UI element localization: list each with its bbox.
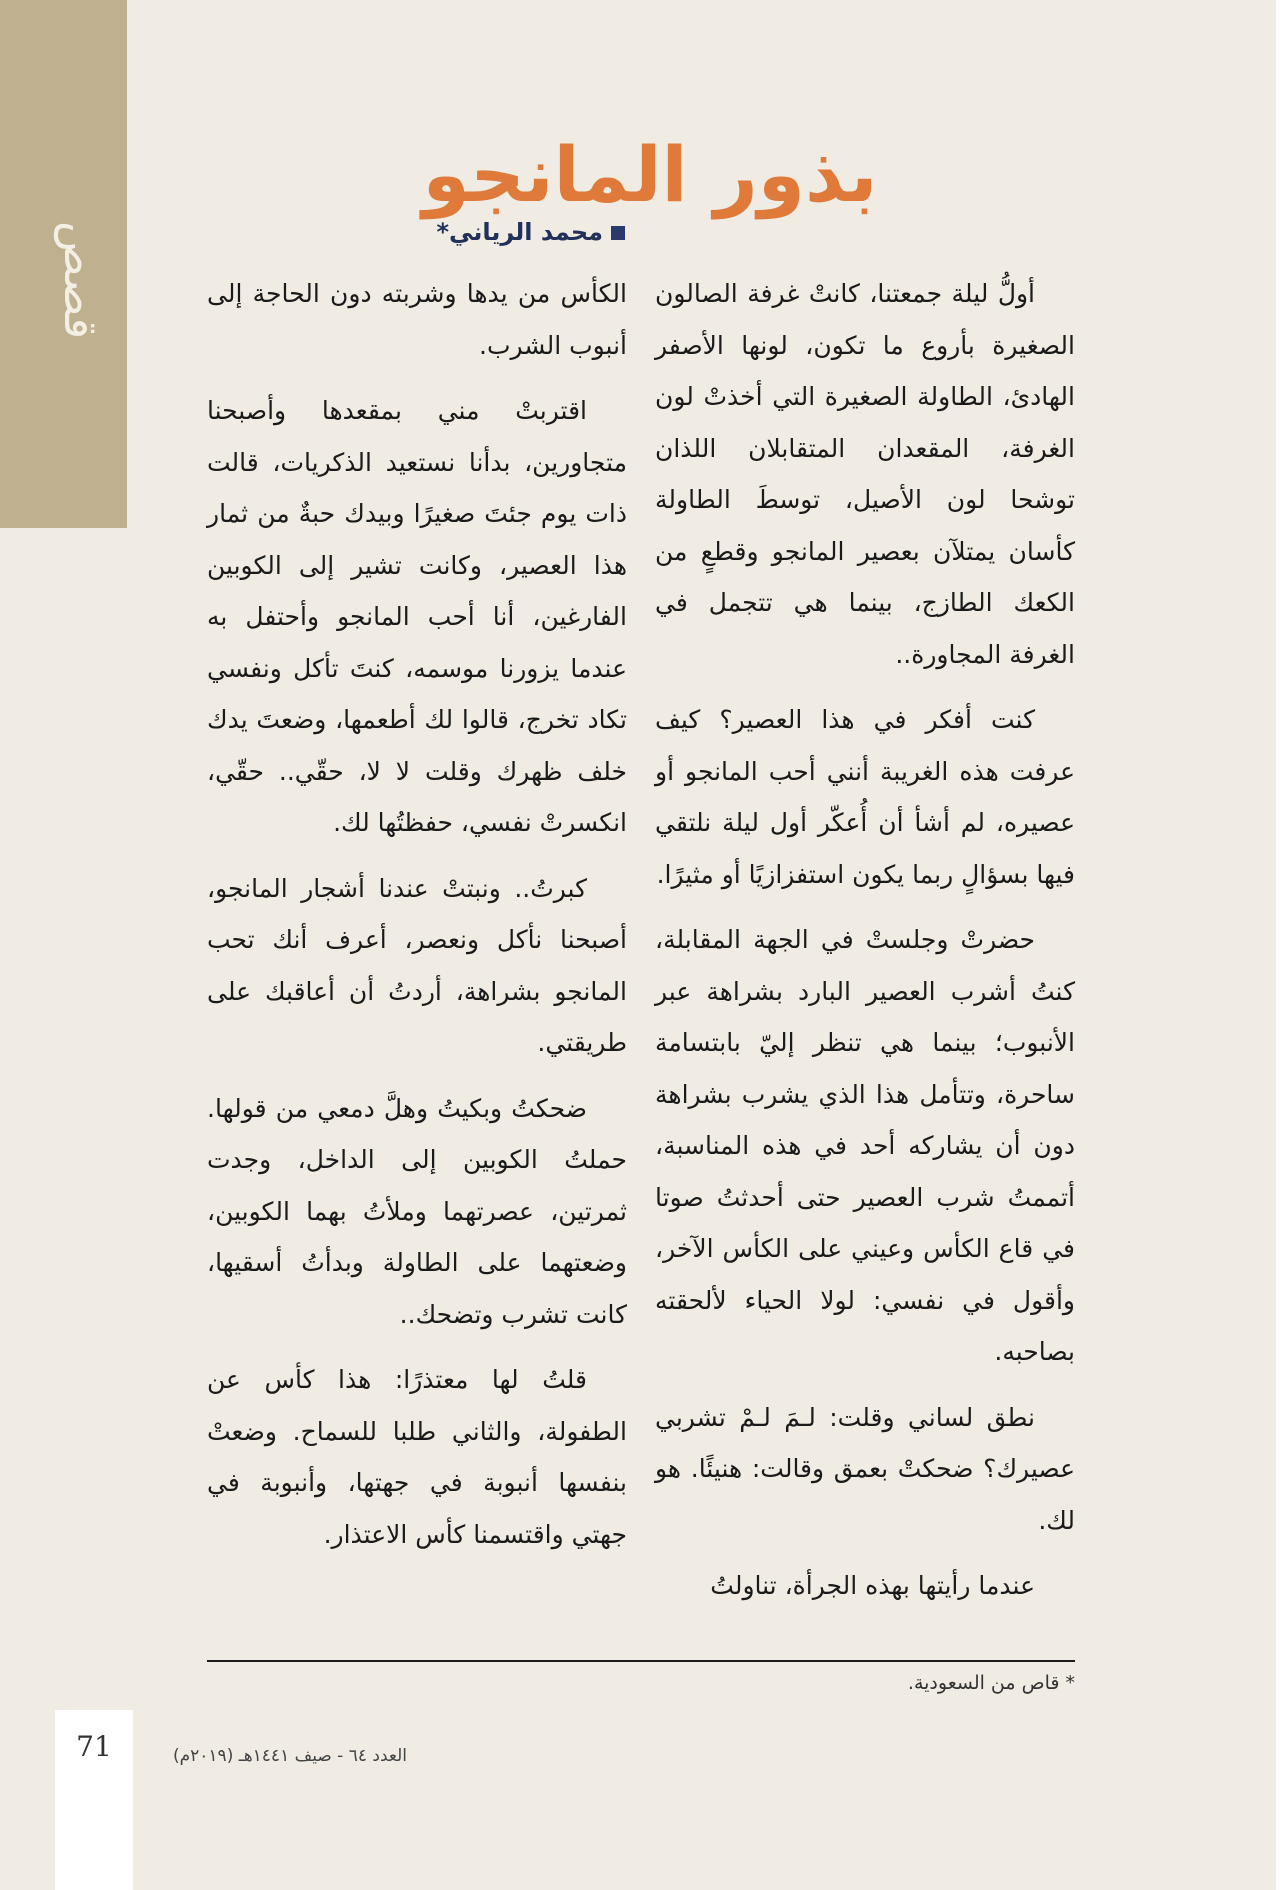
page-edge <box>1276 0 1284 1890</box>
page-number: 71 <box>76 1730 112 1763</box>
article-title: بذور المانجو <box>422 130 878 219</box>
paragraph: كبرتُ.. ونبتتْ عندنا أشجار المانجو، أصبحنا نأكل ونعصر، أعرف أنك تحب المانجو بشراهة، أردتُ أن أعاقبك على طريقتي. <box>207 873 627 1057</box>
section-tab <box>0 0 127 528</box>
paragraph: عندما رأيتها بهذه الجرأة، تناولتُ <box>710 1571 1035 1600</box>
paragraph: قلتُ لها معتذرًا: هذا كأس عن الطفولة، والثاني طلبا للسماح. وضعتْ بنفسها أنبوبة في جهتها، وأنبوبة في جهتي واقتسمنا كأس الاعتذار. <box>207 1365 627 1549</box>
paragraph: الكأس من يدها وشربته دون الحاجة إلى أنبوب الشرب. <box>207 279 627 360</box>
article-author <box>205 218 625 246</box>
text-column-left <box>207 268 627 1574</box>
issue-info: العدد ٦٤ - صيف ١٤٤١هـ (٢٠١٩م) <box>172 1746 407 1766</box>
author-name: محمد الرياني* <box>436 218 603 246</box>
paragraph: حضرتْ وجلستْ في الجهة المقابلة، كنتُ أشرب العصير البارد بشراهة عبر الأنبوب؛ بينما هي تنظر إليّ بابتسامة ساحرة، وتتأمل هذا الذي يشرب بشراهة دون أن يشاركه أحد في هذه المناسبة، أتممتُ شرب العصير حتى أحدثتُ صوتا في قاع الكأس وعيني على الكأس الآخر، وأقول في نفسي: لولا الحياء لألحقته بصاحبه. <box>655 925 1075 1366</box>
paragraph: كنت أفكر في هذا العصير؟ كيف عرفت هذه الغريبة أنني أحب المانجو أو عصيره، لم أشأ أن أُعكّر أول ليلة نلتقي فيها بسؤالٍ ربما يكون استفزازيًا أو مثيرًا. <box>655 705 1075 889</box>
paragraph: ضحكتُ وبكيتُ وهلَّ دمعي من قولها. حملتُ الكوبين إلى الداخل، وجدت ثمرتين، عصرتهما وملأتُ بهما الكوبين، وضعتهما على الطاولة وبدأتُ أسقيها، كانت تشرب وتضحك.. <box>207 1093 627 1329</box>
section-label: قصص <box>54 220 108 340</box>
author-bullet-icon <box>611 226 625 240</box>
text-column-right <box>655 268 1075 1626</box>
paragraph: نطق لساني وقلت: لـمَ لـمْ تشربي عصيرك؟ ضحكتْ بعمق وقالت: هنيئًا. هو لك. <box>655 1402 1075 1535</box>
footnote: * قاص من السعودية. <box>907 1672 1075 1694</box>
paragraph: اقتربتْ مني بمقعدها وأصبحنا متجاورين، بدأنا نستعيد الذكريات، قالت ذات يوم جئتَ صغيرًا وبيدك حبةٌ من ثمار هذا العصير، وكانت تشير إلى الكوبين الفارغين، أنا أحب المانجو وأحتفل به عندما يزورنا موسمه، كنتَ تأكل ونفسي تكاد تخرج، قالوا لك أطعمها، وضعتَ يدك خلف ظهرك وقلت لا لا، حقّي.. حقّي، انكسرتْ نفسي، حفظتُها لك. <box>207 396 627 837</box>
paragraph: أولُّ ليلة جمعتنا، كانتْ غرفة الصالون الصغيرة بأروع ما تكون، لونها الأصفر الهادئ، الطاولة الصغيرة التي أخذتْ لون الغرفة، المقعدان المتقابلان اللذان توشحا لون الأصيل، توسطَ الطاولة كأسان يمتلآن بعصير المانجو وقطعٍ من الكعك الطازج، بينما هي تتجمل في الغرفة المجاورة.. <box>655 279 1075 669</box>
footnote-divider <box>207 1660 1075 1662</box>
